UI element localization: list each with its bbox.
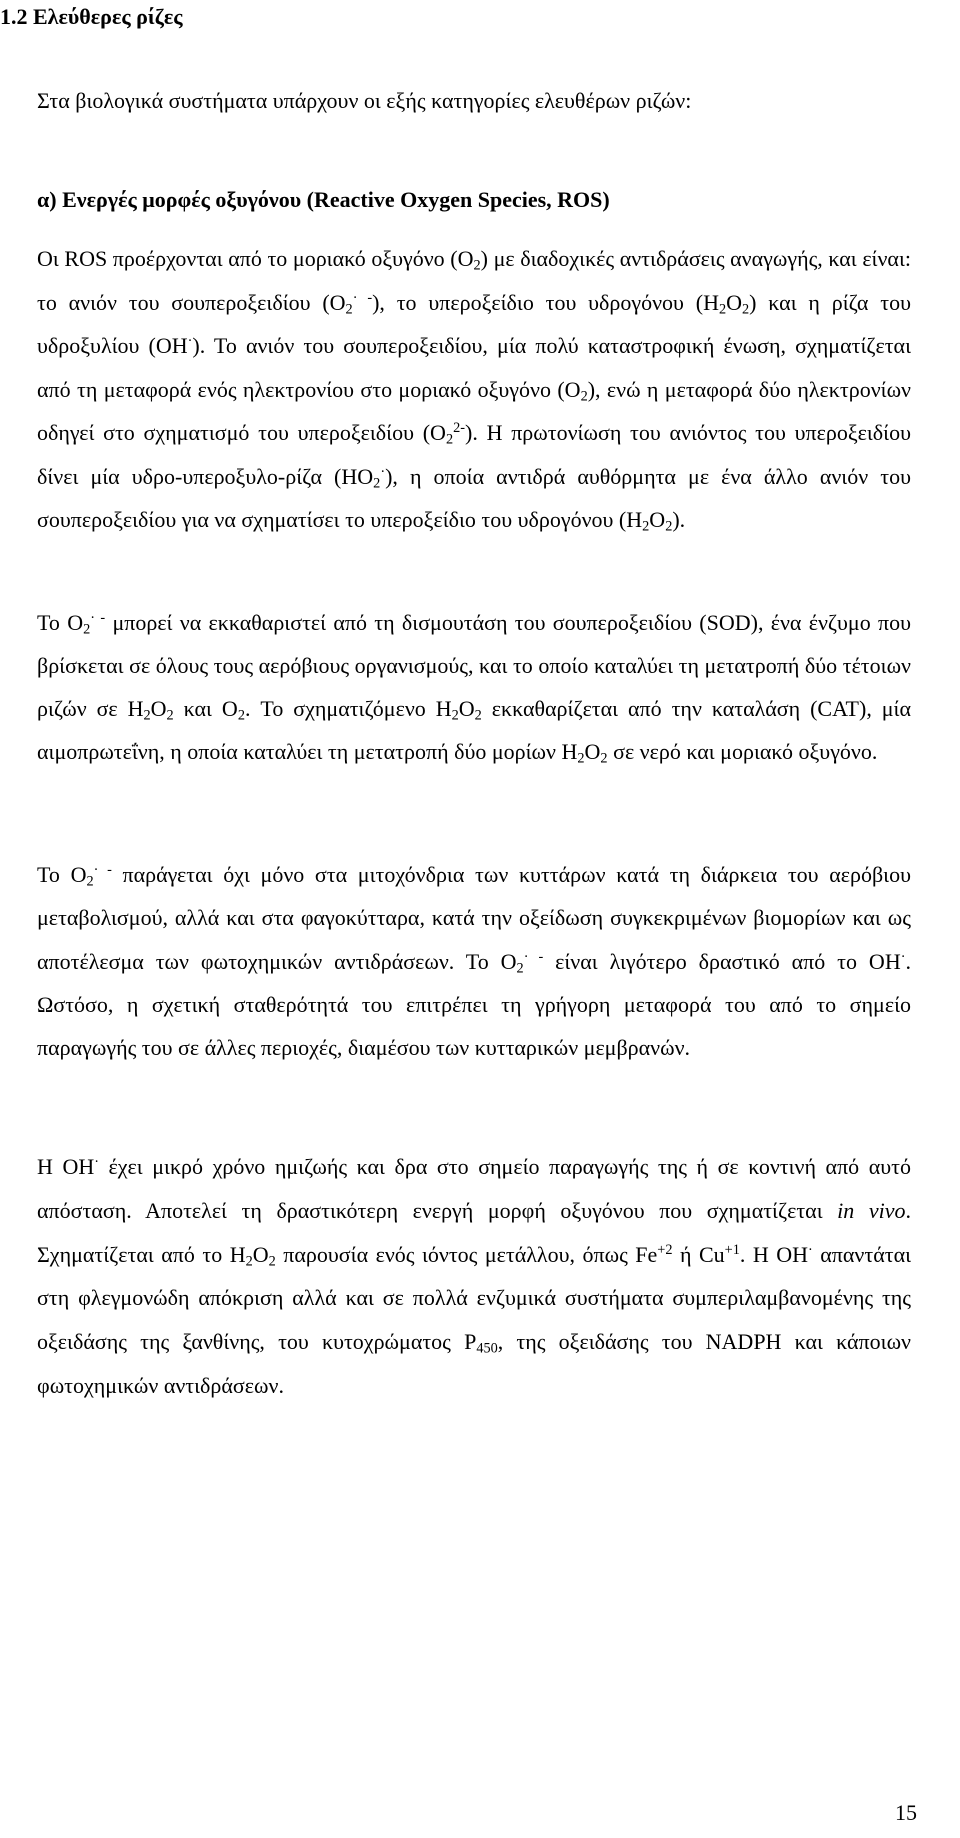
superscript: · - [352, 289, 373, 306]
paragraph-sod-catalase [37, 601, 911, 773]
subscript: 2 [718, 301, 727, 318]
subscript: 2 [86, 873, 94, 890]
text-run: απαντάται στη φλεγμονώδη απόκριση αλλά και σε πολλά ενζυμικά συστήματα συμπεριλαμβανομένης της οξειδάσης της ξανθίνης, του κυτοχρώματος P [37, 1241, 912, 1355]
text-run: ). [672, 507, 686, 532]
text-run: ). Η πρωτονίωση του ανιόντος του υπεροξειδίου δίνει μία υδρο-υπεροξυλο-ρίζα (HO [37, 420, 911, 489]
subscript: 2 [474, 707, 482, 724]
text-run: μπορεί να εκκαθαριστεί από τη δισμουτάση του σουπεροξειδίου (SOD), ένα ένζυμο που βρίσκεται σε όλους τους αερόβιους οργανισμούς, και το οποίο καταλύει τη μετατροπή δύο τέτοιων ριζών σε H [37, 610, 911, 721]
superscript: · [187, 333, 193, 350]
subscript: 2 [143, 707, 151, 724]
paragraph-hydroxyl-radical [37, 1145, 911, 1408]
superscript: · [808, 1241, 813, 1258]
text-run: έχει μικρό χρόνο ημιζωής και δρα στο σημείο παραγωγής της ή σε κοντινή από αυτό απόσταση. Αποτελεί τη δραστικότερη ενεργή μορφή οξυγόνου που σχηματίζεται [37, 1154, 911, 1223]
subscript: 2 [665, 518, 673, 535]
subscript: 2 [642, 518, 650, 535]
subscript: 2 [600, 750, 608, 767]
paragraph-superoxide-production [37, 853, 911, 1069]
italic-text: in vivo [837, 1197, 906, 1223]
page-number: 15 [895, 1800, 917, 1825]
text-run: O [458, 696, 475, 721]
subscript: 2 [237, 707, 245, 724]
text-run: . Το σχηματιζόμενο H [244, 696, 452, 721]
ros-subheading: α) Ενεργές μορφές οξυγόνου (Reactive Oxygen Species, ROS) [37, 187, 610, 212]
text-run: ) και η ρίζα του υδροξυλίου (OH [37, 289, 911, 358]
text-run: . Η OH [739, 1241, 808, 1267]
text-run: O [649, 507, 666, 532]
section-heading: 1.2 Ελεύθερες ρίζες [0, 4, 183, 29]
paragraph-ros-origin [37, 237, 911, 542]
text-run: ). Το ανιόν του σουπεροξειδίου, μία πολύ καταστροφική ένωση, σχηματίζεται από τη μεταφορά ενός ηλεκτρονίου στο μοριακό οξυγόνο (O [37, 333, 911, 402]
text-run: εκκαθαρίζεται από την καταλάση (CAT), μία αιμοπρωτεΐνη, η οποία καταλύει τη μετατροπή δύο μορίων H [37, 696, 911, 764]
text-run: ή Cu [672, 1241, 725, 1267]
intro-sentence: Στα βιολογικά συστήματα υπάρχουν οι εξής κατηγορίες ελευθέρων ριζών: [37, 88, 692, 113]
subscript: 2 [83, 621, 91, 638]
text-run: ), η οποία αντιδρά αυθόρμητα με ένα άλλο ανιόν του σουπεροξειδίου για να σχηματίσει το υπεροξείδιο του υδρογόνου (H [37, 463, 911, 532]
subscript: 2 [473, 257, 481, 274]
subscript: 450 [476, 1340, 498, 1357]
subscript: 2 [516, 960, 524, 977]
text-run: , της οξειδάσης του NADPH και κάποιων φωτοχημικών αντιδράσεων. [37, 1329, 911, 1398]
subscript: 2 [580, 388, 588, 405]
subscript: 2 [451, 707, 459, 724]
subscript: 2 [577, 750, 585, 767]
text-run: ), ενώ η μεταφορά δύο ηλεκτρονίων οδηγεί στο σχηματισμό του υπεροξειδίου (O [37, 376, 911, 445]
superscript: · - [523, 948, 544, 965]
superscript: +2 [657, 1241, 673, 1258]
text-run: Το O [37, 862, 87, 887]
superscript: · [900, 948, 906, 965]
text-run: Η OH [37, 1154, 95, 1179]
subscript: 2 [345, 301, 353, 318]
text-run: . Ωστόσο, η σχετική σταθερότητά του επιτρέπει τη γρήγορη μεταφορά του από το σημείο παραγωγής του σε άλλες περιοχές, διαμέσου των κυτταρικών μεμβρανών. [37, 948, 911, 1061]
superscript: 2- [453, 420, 466, 437]
superscript: · - [90, 610, 106, 627]
subscript: 2 [373, 475, 381, 492]
text-run: είναι λιγότερο δραστικό από το OH [543, 948, 901, 974]
text-run: παρουσία ενός ιόντος μετάλλου, όπως Fe [275, 1241, 658, 1267]
text-run: ) με διαδοχικές αντιδράσεις αναγωγής, και είναι: το ανιόν του σουπεροξειδίου (O [37, 246, 911, 315]
text-run: O [150, 696, 167, 721]
text-run: Οι ROS προέρχονται από το μοριακό οξυγόνο (O [37, 246, 474, 271]
text-run: Το O [37, 610, 84, 635]
superscript: +1 [724, 1241, 740, 1258]
text-run: παράγεται όχι μόνο στα μιτοχόνδρια των κυττάρων κατά τη διάρκεια του αερόβιου μεταβολισμού, αλλά και στα φαγοκύτταρα, κατά την οξείδωση συγκεκριμένων βιομορίων και ως αποτέλεσμα των φωτοχημικών αντιδράσεων. Το O [37, 862, 911, 974]
text-run: . Σχηματίζεται από το H [37, 1197, 911, 1267]
text-run: O [252, 1241, 269, 1267]
superscript: · [380, 463, 386, 480]
subscript: 2 [742, 301, 750, 318]
superscript: · [94, 1154, 99, 1171]
superscript: · - [93, 862, 112, 879]
text-run: και O [173, 696, 238, 721]
subscript: 2 [445, 431, 454, 448]
text-run: σε νερό και μοριακό οξυγόνο. [607, 739, 878, 764]
text-run: O [584, 739, 601, 764]
text-run: ), το υπεροξείδιο του υδρογόνου (H [372, 289, 719, 315]
subscript: 2 [268, 1253, 276, 1270]
text-run: O [726, 289, 742, 315]
subscript: 2 [245, 1253, 253, 1270]
subscript: 2 [166, 707, 174, 724]
